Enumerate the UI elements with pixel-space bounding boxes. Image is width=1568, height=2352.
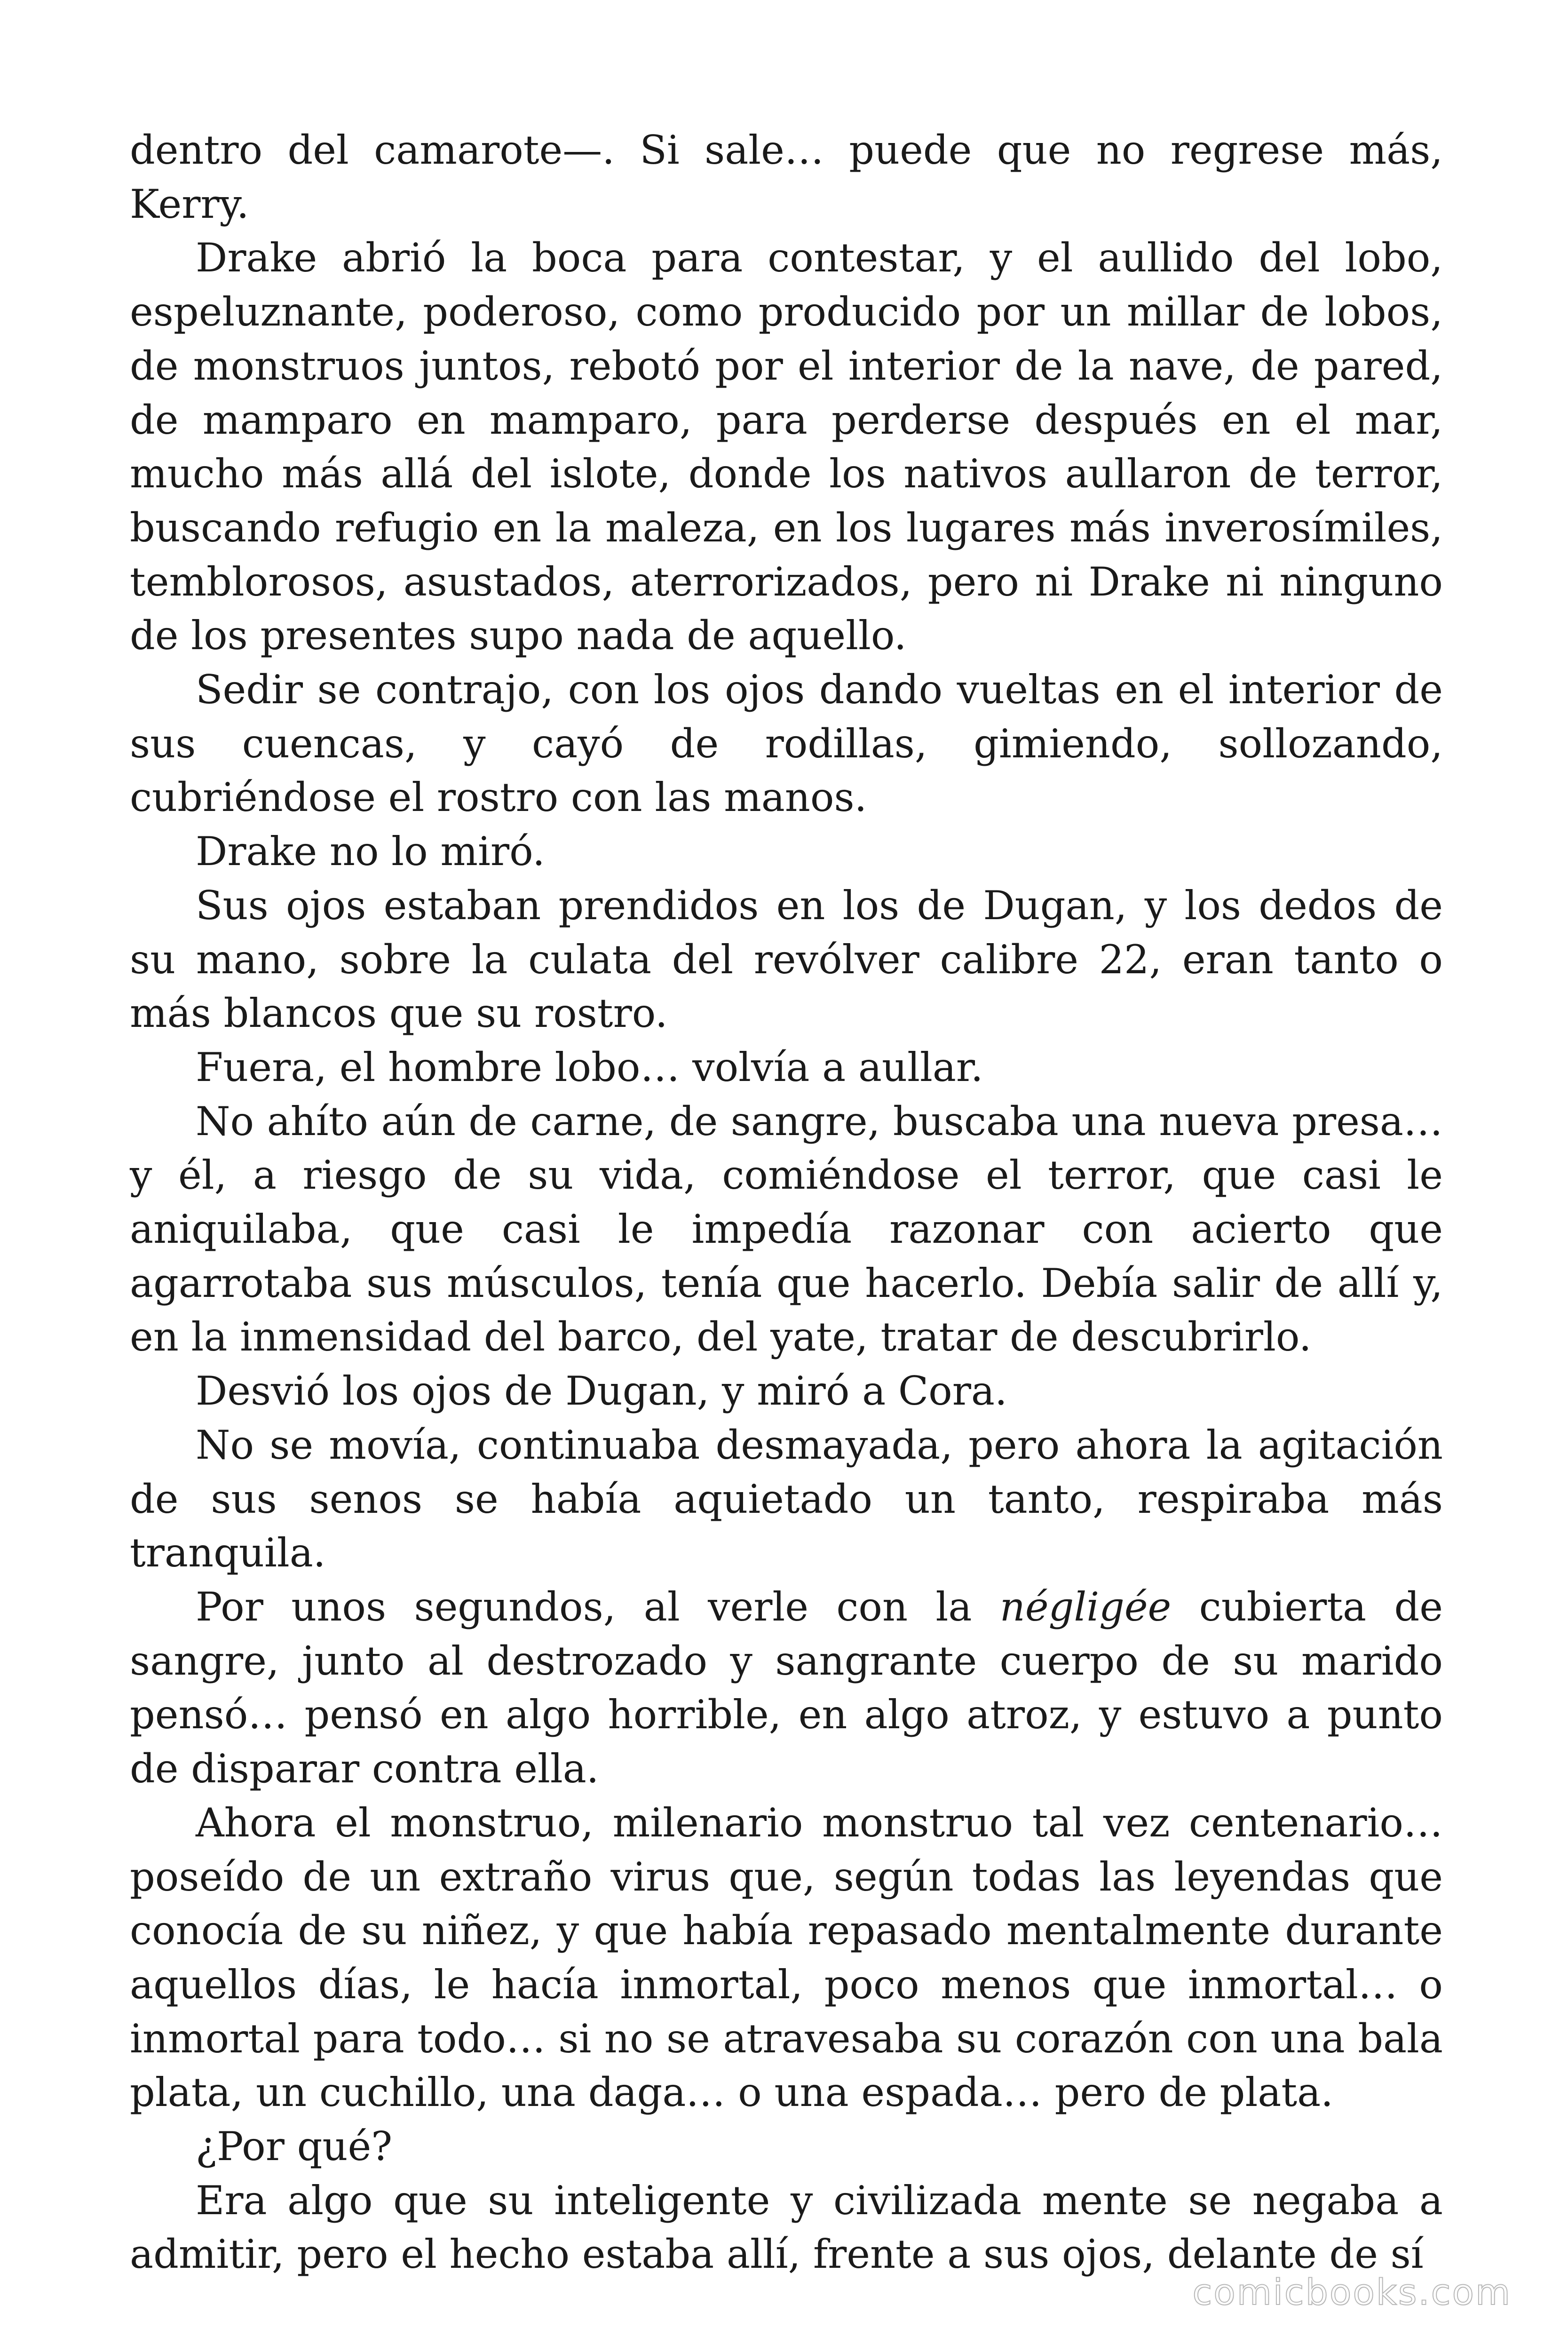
text-segment: Sus ojos estaban prendidos en los de Dugan, y los dedos de su mano, sobre la culata del revólver calibre 22, eran tanto o más blancos que su rostro.: [130, 882, 1443, 1037]
text-segment: Drake abrió la boca para contestar, y el aullido del lobo, espeluznante, poderoso, como producido por un millar de lobos, de monstruos juntos, rebotó por el interior de la nave, de pared, de mamparo en mamparo, para perderse después en el mar, mucho más allá del islote, donde los nativos aullaron de terror, buscando refugio en la maleza, en los lugares más inverosímiles, temblorosos, asustados, aterrorizados, pero ni Drake ni ninguno de los presentes supo nada de aquello.: [130, 235, 1443, 659]
paragraph: [130, 1796, 1443, 2120]
paragraph: [130, 1580, 1443, 1796]
text-segment: Desvió los ojos de Dugan, y miró a Cora.: [196, 1368, 1007, 1414]
paragraph: [130, 663, 1443, 825]
paragraph: [130, 1364, 1443, 1418]
paragraph: [130, 2174, 1443, 2281]
paragraph: [130, 1418, 1443, 1580]
paragraph: [130, 1041, 1443, 1095]
body-text: [130, 123, 1443, 2281]
text-segment: No ahíto aún de carne, de sangre, buscaba una nueva presa… y él, a riesgo de su vida, comiéndose el terror, que casi le aniquilaba, que casi le impedía razonar con acierto que agarrotaba sus músculos, tenía que hacerlo. Debía salir de allí y, en la inmensidad del barco, del yate, tratar de descubrirlo.: [130, 1098, 1443, 1360]
text-segment: Fuera, el hombre lobo… volvía a aullar.: [196, 1044, 983, 1090]
text-segment: Ahora el monstruo, milenario monstruo tal vez centenario… poseído de un extraño virus que, según todas las leyendas que conocía de su niñez, y que había repasado mentalmente durante aquellos días, le hacía inmortal, poco menos que inmortal… o inmortal para todo… si no se atravesaba su corazón con una bala plata, un cuchillo, una daga… o una espada… pero de plata.: [130, 1799, 1443, 2116]
text-segment: cubierta de sangre, junto al destrozado y sangrante cuerpo de su marido pensó… pensó en algo horrible, en algo atroz, y estuvo a punto de disparar contra ella.: [130, 1583, 1443, 1792]
paragraph: [130, 1095, 1443, 1365]
paragraph: [130, 231, 1443, 663]
text-segment: No se movía, continuaba desmayada, pero ahora la agitación de sus senos se había aquietado un tanto, respiraba más tranquila.: [130, 1422, 1443, 1576]
paragraph: [130, 825, 1443, 879]
text-segment: dentro del camarote—. Si sale… puede que no regrese más, Kerry.: [130, 127, 1443, 227]
text-segment: Por unos segundos, al verle con la: [196, 1583, 1000, 1630]
paragraph: [130, 879, 1443, 1041]
text-segment: ¿Por qué?: [196, 2123, 393, 2170]
text-segment: Era algo que su inteligente y civilizada mente se negaba a admitir, pero el hecho estaba allí, frente a sus ojos, delante de sí: [130, 2177, 1443, 2278]
italic-text: négligée: [999, 1583, 1172, 1630]
watermark: comicbooks.com: [1192, 2271, 1512, 2313]
paragraph: [130, 2120, 1443, 2174]
text-segment: Drake no lo miró.: [196, 828, 545, 875]
text-segment: Sedir se contrajo, con los ojos dando vueltas en el interior de sus cuencas, y cayó de rodillas, gimiendo, sollozando, cubriéndose el rostro con las manos.: [130, 667, 1443, 821]
paragraph: [130, 123, 1443, 231]
